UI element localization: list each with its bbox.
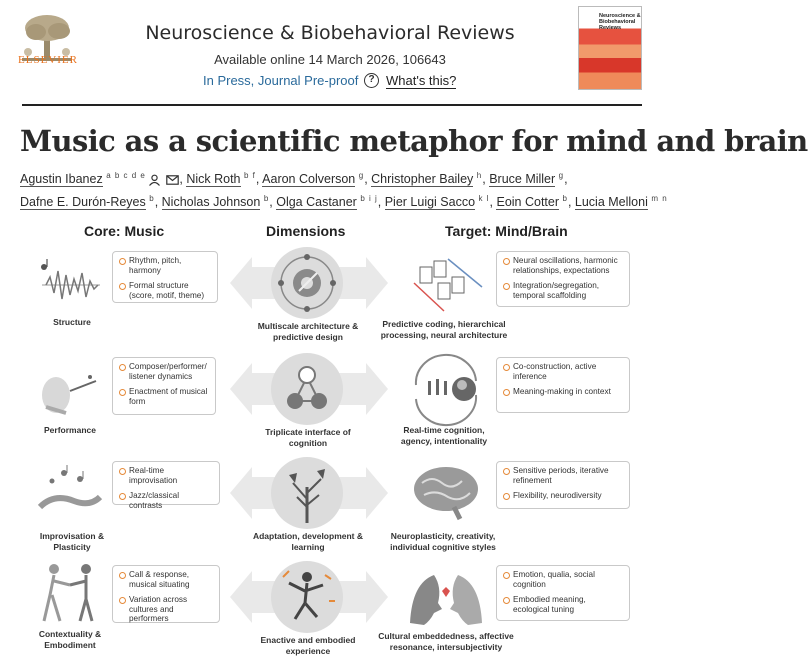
- bullet-item: Sensitive periods, iterative refinement: [503, 466, 623, 485]
- status-row: [100, 73, 560, 91]
- figure-row-structure: [0, 247, 680, 347]
- author[interactable]: Lucia Melloni $^{m n}$: [574, 194, 668, 210]
- graphical-abstract-figure: [0, 215, 680, 655]
- bullet-item: Call & response, musical situating: [119, 570, 213, 589]
- target-bullet-box: [496, 357, 630, 413]
- bullet-item: Formal structure (score, motif, theme): [119, 281, 211, 300]
- cover-title: Neuroscience & Biobehavioral Reviews: [599, 13, 641, 31]
- author[interactable]: Nicholas Johnson $^b$: [161, 194, 270, 210]
- hand-notes-icon: [34, 463, 104, 523]
- core-label: Structure: [53, 317, 91, 327]
- online-date: Available online 14 March 2026, 106643: [214, 52, 446, 67]
- triad-nodes-icon: [271, 353, 343, 425]
- column-heading-target: Target: Mind/Brain: [445, 223, 568, 239]
- figure-row-contextuality: [0, 561, 680, 661]
- dimension-label: Adaptation, development & learning: [252, 531, 364, 552]
- column-heading-core: Core: Music: [84, 223, 165, 239]
- core-bullet-box: [112, 461, 220, 510]
- author[interactable]: Agustin Ibanez $^{a b c d e}$: [20, 172, 179, 186]
- target-bullet-box: [496, 251, 630, 307]
- journal-cover-thumbnail[interactable]: [578, 6, 642, 90]
- bullet-item: Flexibility, neurodiversity: [503, 491, 623, 501]
- waveform-icon: [36, 259, 106, 309]
- bullet-item: Rhythm, pitch, harmony: [119, 256, 211, 275]
- target-label: Predictive coding, hierarchical processing, neural architecture: [380, 319, 508, 340]
- in-press-link[interactable]: In Press, Journal Pre-proof: [203, 73, 359, 88]
- target-label: Cultural embeddedness, affective resonance, intersubjectivity: [378, 631, 514, 652]
- globe-cycle-icon: [404, 355, 488, 421]
- bullet-item: Jazz/classical contrasts: [119, 491, 213, 510]
- bullet-item: Emotion, qualia, social cognition: [503, 570, 623, 589]
- author[interactable]: Aaron Colverson $^g$: [262, 171, 365, 187]
- bullet-item: Integration/segregation, temporal scaffolding: [503, 281, 623, 300]
- journal-title[interactable]: Neuroscience & Biobehavioral Reviews: [145, 22, 515, 44]
- figure-row-performance: [0, 353, 680, 453]
- bullet-item: Meaning-making in context: [503, 387, 623, 397]
- article-title: Music as a scientific metaphor for mind and brain: [20, 124, 808, 158]
- core-label: Contextuality & Embodiment: [38, 629, 102, 650]
- whats-this-link[interactable]: What's this?: [386, 73, 457, 88]
- core-label: Improvisation & Plasticity: [39, 531, 105, 552]
- hierarchy-arrows-icon: [408, 253, 488, 317]
- author[interactable]: Nick Roth $^{b f}$: [186, 171, 256, 187]
- growth-tree-icon: [271, 457, 343, 529]
- brain-icon: [404, 461, 488, 521]
- dancing-couple-icon: [30, 561, 110, 625]
- bullet-item: Real-time improvisation: [119, 466, 213, 485]
- core-bullet-box: [112, 565, 220, 623]
- author[interactable]: Eoin Cotter $^b$: [496, 194, 568, 210]
- bullet-item: Enactment of musical form: [119, 387, 209, 406]
- journal-header: [0, 0, 680, 106]
- dimension-label: Enactive and embodied experience: [260, 635, 356, 656]
- network-hub-icon: [271, 247, 343, 319]
- mail-icon[interactable]: [166, 175, 179, 185]
- two-faces-icon: [404, 563, 488, 627]
- bullet-item: Embodied meaning, ecological tuning: [503, 595, 623, 614]
- bullet-item: Co-construction, active inference: [503, 362, 623, 381]
- person-icon[interactable]: [148, 174, 161, 186]
- core-bullet-box: [112, 357, 216, 415]
- target-bullet-box: [496, 461, 630, 509]
- author[interactable]: Dafne E. Durón-Reyes $^b$: [20, 194, 155, 210]
- target-bullet-box: [496, 565, 630, 621]
- header-divider: [22, 104, 642, 106]
- bullet-item: Neural oscillations, harmonic relationships, expectations: [503, 256, 623, 275]
- bullet-item: Composer/performer/ listener dynamics: [119, 362, 209, 381]
- performer-face-icon: [36, 367, 100, 417]
- author[interactable]: Pier Luigi Sacco $^{k l}$: [384, 194, 490, 210]
- help-circle-icon[interactable]: ?: [364, 73, 379, 88]
- author[interactable]: Olga Castaner $^{b i j}$: [276, 194, 378, 210]
- core-bullet-box: [112, 251, 218, 303]
- author[interactable]: Bruce Miller $^g$: [489, 171, 565, 187]
- dimension-circle: [271, 561, 343, 633]
- dimension-label: Triplicate interface of cognition: [265, 427, 351, 448]
- dimension-circle: [271, 457, 343, 529]
- dimension-label: Multiscale architecture & predictive design: [257, 321, 359, 342]
- bullet-item: Variation across cultures and performers: [119, 595, 213, 624]
- author-list: Agustin Ibanez $^{a b c d e}$ , Nick Roth $^{b f}$, Aaron Colverson $^g$, Christopher Bailey $^h$, Bruce Miller $^g$, Dafne E. Durón-Reyes $^b$, Nicholas Johnson $^b$, Olga Castaner $^{b i j}$, Pier Luigi Sacco $^{k l}$, Eoin Cotter $^b$, Lucia Melloni $^{m n}$: [20, 171, 668, 210]
- core-label: Performance: [44, 425, 96, 435]
- dancer-figure-icon: [271, 561, 343, 633]
- figure-row-improvisation: [0, 457, 680, 557]
- target-label: Neuroplasticity, creativity, individual cognitive styles: [390, 531, 496, 552]
- target-label: Real-time cognition, agency, intentionality: [400, 425, 488, 446]
- publisher-name: ELSEVIER: [18, 54, 78, 66]
- dimension-circle: [271, 353, 343, 425]
- column-heading-dimensions: Dimensions: [266, 223, 346, 239]
- author[interactable]: Christopher Bailey $^h$: [371, 171, 483, 187]
- dimension-circle: [271, 247, 343, 319]
